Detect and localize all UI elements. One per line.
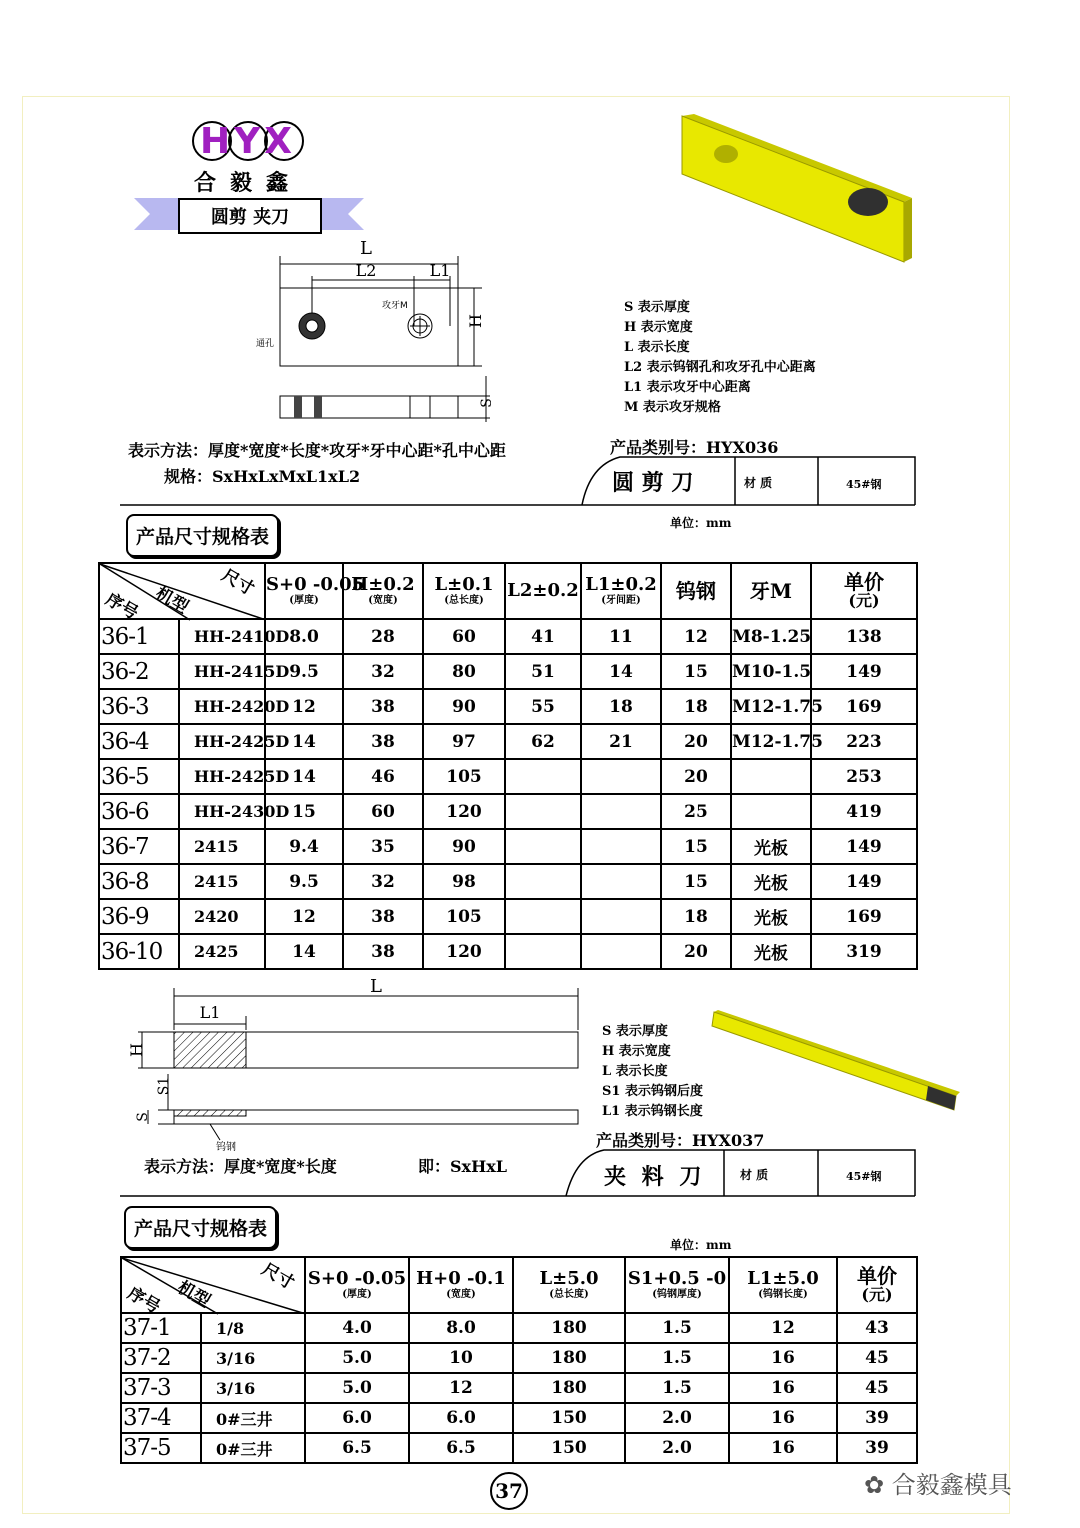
cell-s1: 1.5 (625, 1343, 729, 1373)
cell-s1: 1.5 (625, 1313, 729, 1343)
cell-s: 15 (265, 794, 343, 829)
cell-l: 98 (423, 864, 505, 899)
table-row (99, 759, 917, 794)
cell-m: 光板 (731, 864, 811, 899)
table-row (99, 654, 917, 689)
cell-s: 12 (265, 899, 343, 934)
cell-h: 32 (343, 864, 423, 899)
cell-m: 光板 (731, 899, 811, 934)
svg-text:S: S (135, 1112, 151, 1122)
cell-w: 18 (661, 689, 731, 724)
table-row (99, 899, 917, 934)
cell-model: 2420 (179, 899, 265, 934)
cell-s: 8.0 (265, 619, 343, 654)
cell-model: HH-2420D (179, 689, 265, 724)
cell-no: 37-3 (121, 1373, 201, 1403)
clamp-blade-3d-icon (710, 1008, 962, 1114)
material-label-product1: 材 质 (744, 476, 773, 490)
cell-s: 6.0 (305, 1403, 409, 1433)
cell-l: 60 (423, 619, 505, 654)
round-shear-blade-drawing (250, 236, 500, 422)
cell-l: 150 (513, 1403, 625, 1433)
cell-h: 35 (343, 829, 423, 864)
svg-text:钨钢: 钨钢 (216, 1142, 236, 1153)
cell-w: 25 (661, 794, 731, 829)
table-row (121, 1343, 917, 1373)
cell-l2 (505, 934, 581, 969)
cell-s1: 2.0 (625, 1403, 729, 1433)
cell-w: 15 (661, 864, 731, 899)
cell-no: 36-2 (99, 654, 179, 689)
table-row (99, 619, 917, 654)
cell-l2 (505, 899, 581, 934)
table-row (99, 934, 917, 969)
cell-m: M8-1.25 (731, 619, 811, 654)
cell-model: HH-2430D (179, 794, 265, 829)
cell-price: 169 (811, 689, 917, 724)
svg-text:L: L (370, 976, 382, 997)
cell-model: 2425 (179, 934, 265, 969)
table-title-product2: 产品尺寸规格表 (124, 1206, 277, 1249)
cell-l1: 16 (729, 1373, 837, 1403)
cell-h: 6.5 (409, 1433, 513, 1463)
cell-no: 37-4 (121, 1403, 201, 1433)
cell-h: 10 (409, 1343, 513, 1373)
material-product2: 45#钢 (846, 1170, 882, 1183)
notation-product1: 表示方法：厚度*宽度*长度*攻牙*牙中心距*孔中心距 (128, 441, 506, 460)
legend-product2: S 表示厚度 H 表示宽度 L 表示长度 S1 表示钨钢后度 L1 表示钨钢长度 (602, 1024, 703, 1119)
cell-l: 180 (513, 1313, 625, 1343)
cell-l2: 62 (505, 724, 581, 759)
table-row (121, 1403, 917, 1433)
cell-no: 36-3 (99, 689, 179, 724)
cell-m (731, 794, 811, 829)
corner-header-cell: 尺寸 机型 序号 (99, 563, 265, 619)
notation-product2: 表示方法：厚度*宽度*长度 (144, 1157, 337, 1176)
svg-text:H: H (466, 314, 485, 328)
svg-text:HYX: HYX (200, 121, 296, 162)
svg-text:L2: L2 (355, 261, 377, 280)
cell-model: 0#三井 (201, 1403, 305, 1433)
cell-model: HH-2425D (179, 724, 265, 759)
cell-h: 38 (343, 724, 423, 759)
cell-l2 (505, 829, 581, 864)
cell-l: 97 (423, 724, 505, 759)
cell-l1 (581, 829, 661, 864)
cell-l1: 12 (729, 1313, 837, 1343)
cell-l: 105 (423, 899, 505, 934)
table-row (99, 864, 917, 899)
cell-l2: 51 (505, 654, 581, 689)
cell-m: 光板 (731, 934, 811, 969)
cell-no: 36-10 (99, 934, 179, 969)
cell-l1: 16 (729, 1343, 837, 1373)
cell-h: 8.0 (409, 1313, 513, 1343)
spec-table-product2 (120, 1256, 918, 1464)
cell-l: 90 (423, 689, 505, 724)
legend-product1: S 表示厚度 H 表示宽度 L 表示长度 L2 表示钨钢孔和攻牙孔中心距离 L1 表示攻牙中心距离 M 表示攻牙规格 (624, 300, 816, 415)
svg-text:S: S (479, 398, 495, 408)
cell-l1 (581, 759, 661, 794)
unit-product1: 单位：mm (670, 516, 732, 530)
page-number: 37 (490, 1472, 528, 1510)
cell-m (731, 759, 811, 794)
cell-s: 14 (265, 724, 343, 759)
table-row (121, 1433, 917, 1463)
material-product1: 45#钢 (846, 478, 882, 491)
svg-text:H: H (127, 1043, 146, 1057)
cell-h: 38 (343, 689, 423, 724)
cell-l1 (581, 794, 661, 829)
cell-l: 120 (423, 934, 505, 969)
cell-m: M10-1.5 (731, 654, 811, 689)
cell-w: 15 (661, 829, 731, 864)
cell-s: 4.0 (305, 1313, 409, 1343)
cell-s: 9.4 (265, 829, 343, 864)
dim-L-label: L (360, 238, 372, 259)
watermark: ✿ 合毅鑫模具 (864, 1471, 1012, 1499)
cell-l: 180 (513, 1343, 625, 1373)
cell-s: 9.5 (265, 654, 343, 689)
cell-no: 36-8 (99, 864, 179, 899)
cell-h: 38 (343, 899, 423, 934)
cell-s: 12 (265, 689, 343, 724)
table-row (99, 689, 917, 724)
cell-model: HH-2410D (179, 619, 265, 654)
cell-price: 138 (811, 619, 917, 654)
category-no-product1: 产品类别号：HYX036 (610, 438, 779, 457)
cell-h: 32 (343, 654, 423, 689)
svg-text:攻牙M: 攻牙M (382, 301, 408, 311)
cell-model: 3/16 (201, 1343, 305, 1373)
cell-no: 37-5 (121, 1433, 201, 1463)
cell-l1: 16 (729, 1433, 837, 1463)
corner-header-cell: 尺寸 机型 序号 (121, 1257, 305, 1313)
cell-l2 (505, 759, 581, 794)
cell-l1: 14 (581, 654, 661, 689)
cell-w: 18 (661, 899, 731, 934)
cell-no: 36-7 (99, 829, 179, 864)
cell-l2 (505, 864, 581, 899)
table-header-row: 尺寸 机型 序号 S+0 -0.05 (厚度) H±0.2 (宽度) L±0.1 (总长度) L2±0.2 L1±0.2 (牙间距) 钨钢 牙M 单价 (元) (99, 563, 917, 619)
cell-l1 (581, 934, 661, 969)
cell-l1: 21 (581, 724, 661, 759)
cell-price: 149 (811, 829, 917, 864)
cell-l1: 18 (581, 689, 661, 724)
cell-w: 12 (661, 619, 731, 654)
cell-l1 (581, 899, 661, 934)
cell-h: 28 (343, 619, 423, 654)
company-name: 合毅鑫 (193, 171, 302, 196)
cell-s: 5.0 (305, 1373, 409, 1403)
cell-w: 20 (661, 759, 731, 794)
cell-w: 15 (661, 654, 731, 689)
cell-price: 223 (811, 724, 917, 759)
cell-l: 120 (423, 794, 505, 829)
cell-l: 90 (423, 829, 505, 864)
cell-s: 14 (265, 934, 343, 969)
product1-name: 圆 剪 刀 (612, 471, 694, 496)
svg-text:通孔: 通孔 (256, 339, 275, 349)
cell-model: HH-2425D (179, 759, 265, 794)
cell-no: 36-5 (99, 759, 179, 794)
cell-m: M12-1.75 (731, 689, 811, 724)
unit-product2: 单位：mm (670, 1238, 732, 1252)
cell-l2: 41 (505, 619, 581, 654)
cell-s: 6.5 (305, 1433, 409, 1463)
cell-s1: 2.0 (625, 1433, 729, 1463)
cell-price: 39 (837, 1403, 917, 1433)
svg-text:L1: L1 (429, 261, 451, 280)
cell-w: 20 (661, 724, 731, 759)
cell-l: 80 (423, 654, 505, 689)
cell-l: 180 (513, 1373, 625, 1403)
cell-l: 150 (513, 1433, 625, 1463)
cell-no: 36-9 (99, 899, 179, 934)
category-box-product1 (120, 455, 920, 507)
cell-price: 149 (811, 864, 917, 899)
spec-product1: 规格：SxHxLxMxL1xL2 (164, 467, 361, 486)
round-shear-blade-3d-icon (676, 110, 916, 270)
cell-s: 14 (265, 759, 343, 794)
cell-l1 (581, 864, 661, 899)
clamp-blade-drawing (128, 978, 588, 1154)
cell-model: HH-2415D (179, 654, 265, 689)
cell-s1: 1.5 (625, 1373, 729, 1403)
table-title-product1: 产品尺寸规格表 (126, 514, 279, 557)
cell-s: 9.5 (265, 864, 343, 899)
section-label: 圆剪 夹刀 (178, 198, 322, 234)
cell-h: 12 (409, 1373, 513, 1403)
cell-s: 5.0 (305, 1343, 409, 1373)
cell-h: 38 (343, 934, 423, 969)
cell-no: 36-4 (99, 724, 179, 759)
cell-price: 45 (837, 1373, 917, 1403)
cell-model: 2415 (179, 864, 265, 899)
spec-table-product1 (98, 562, 918, 970)
cell-no: 37-1 (121, 1313, 201, 1343)
notation-short-product2: 即：SxHxL (418, 1157, 508, 1176)
cell-h: 60 (343, 794, 423, 829)
cell-l1: 11 (581, 619, 661, 654)
cell-no: 37-2 (121, 1343, 201, 1373)
cell-l: 105 (423, 759, 505, 794)
cell-model: 3/16 (201, 1373, 305, 1403)
wechat-icon: ✿ (864, 1471, 892, 1499)
cell-m: 光板 (731, 829, 811, 864)
cell-model: 1/8 (201, 1313, 305, 1343)
svg-text:L1: L1 (199, 1003, 221, 1022)
cell-price: 43 (837, 1313, 917, 1343)
table-row (99, 724, 917, 759)
cell-l2 (505, 794, 581, 829)
table-row (121, 1313, 917, 1343)
table-row (99, 794, 917, 829)
cell-price: 169 (811, 899, 917, 934)
cell-l2: 55 (505, 689, 581, 724)
cell-price: 319 (811, 934, 917, 969)
table-row (121, 1373, 917, 1403)
cell-price: 419 (811, 794, 917, 829)
cell-m: M12-1.75 (731, 724, 811, 759)
table-row (99, 829, 917, 864)
cell-no: 36-1 (99, 619, 179, 654)
cell-price: 45 (837, 1343, 917, 1373)
category-no-product2: 产品类别号：HYX037 (596, 1131, 765, 1150)
svg-text:S1: S1 (156, 1076, 172, 1096)
material-label-product2: 材 质 (740, 1168, 769, 1182)
cell-no: 36-6 (99, 794, 179, 829)
cell-price: 253 (811, 759, 917, 794)
table-header-row: 尺寸 机型 序号 S+0 -0.05 (厚度) H+0 -0.1 (宽度) L±5.0 (总长度) S1+0.5 -0 (钨钢厚度) L1±5.0 (钨钢长度) 单价 (元) (121, 1257, 917, 1313)
category-box-product2 (120, 1148, 920, 1198)
cell-model: 0#三井 (201, 1433, 305, 1463)
hyx-logo-icon (192, 118, 304, 164)
cell-model: 2415 (179, 829, 265, 864)
cell-h: 46 (343, 759, 423, 794)
cell-price: 149 (811, 654, 917, 689)
cell-h: 6.0 (409, 1403, 513, 1433)
cell-l1: 16 (729, 1403, 837, 1433)
cell-w: 20 (661, 934, 731, 969)
cell-price: 39 (837, 1433, 917, 1463)
product2-name: 夹 料 刀 (604, 1165, 706, 1190)
